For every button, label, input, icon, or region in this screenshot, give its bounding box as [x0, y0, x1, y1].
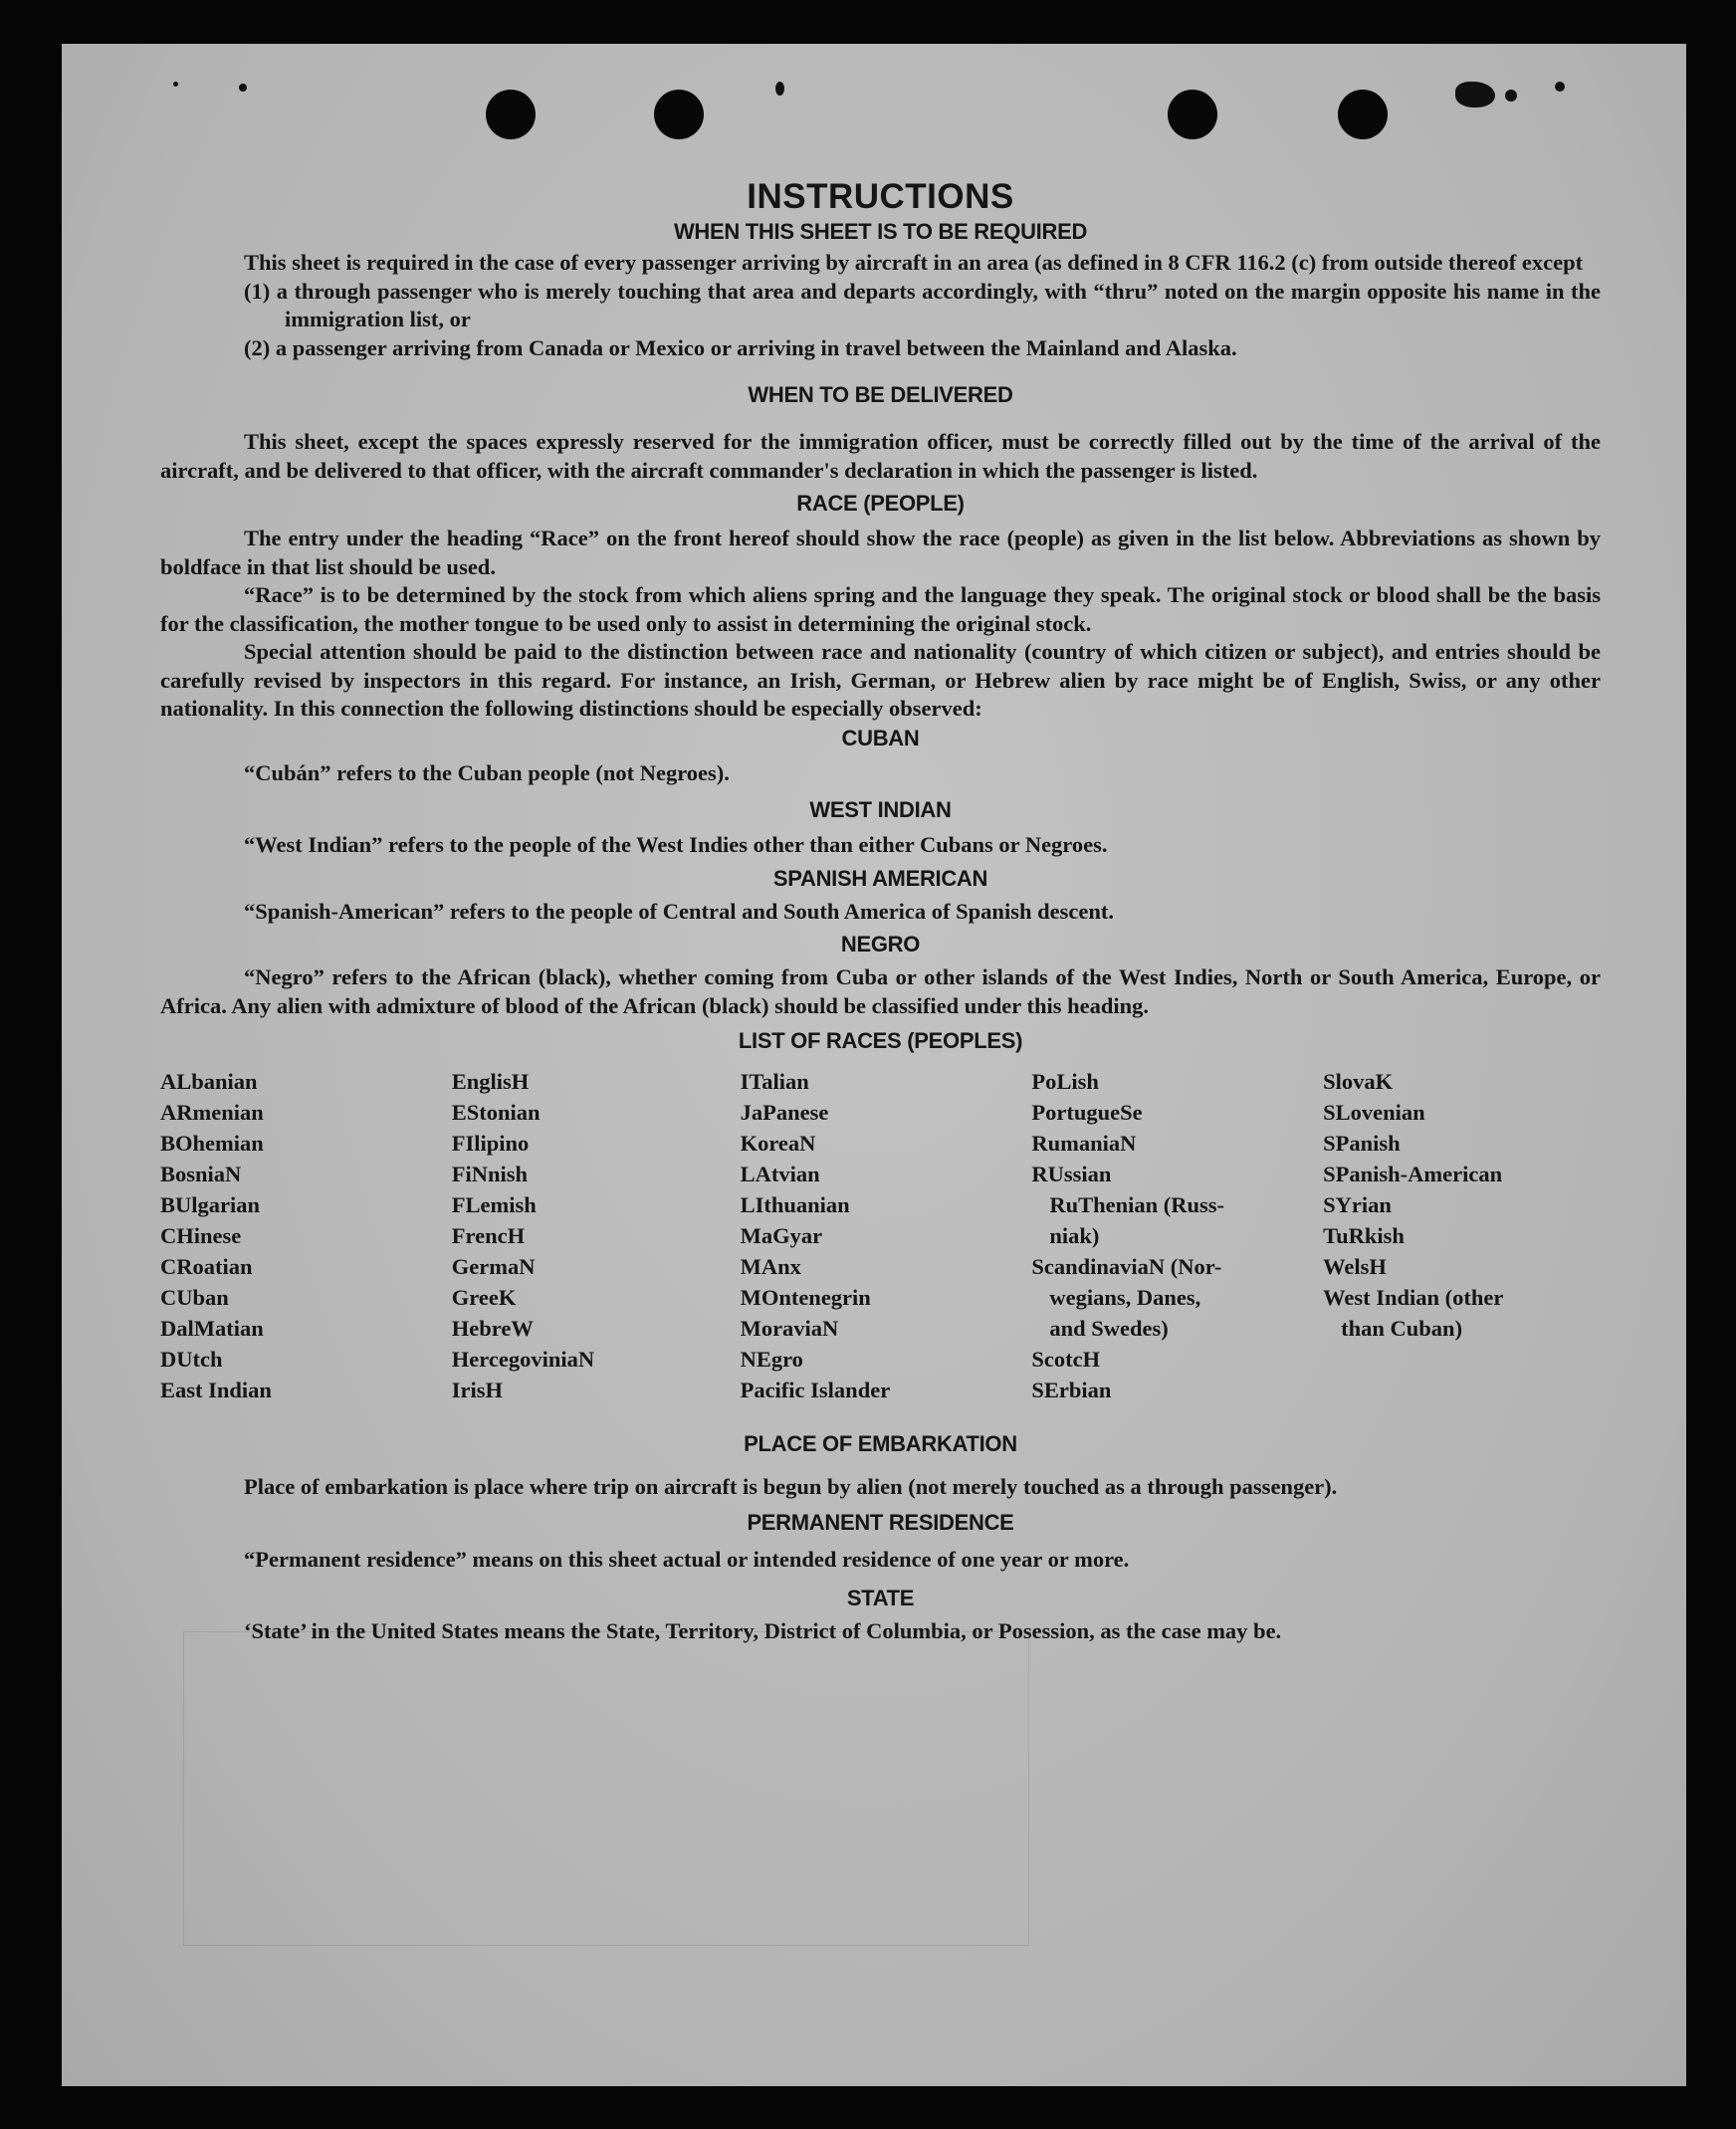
race-paragraph-1: The entry under the heading “Race” on the front hereof should show the race (people) as given in the list below. Abbreviations as shown by boldface in that list should be used. — [160, 526, 1601, 579]
race-entry-continued: than Cuban) — [1341, 1316, 1463, 1341]
race-entry: ARmenian — [160, 1100, 264, 1125]
punch-hole — [486, 90, 536, 139]
required-item-1: (1) a through passenger who is merely touching that area and departs accordingly, with “thru” noted on the margin opposite his name in the immigration list, or — [244, 278, 1601, 331]
race-entry: BosniaN — [160, 1162, 242, 1186]
heading-place-of-embarkation: PLACE OF EMBARKATION — [744, 1431, 1017, 1456]
embarkation-text: Place of embarkation is place where trip on aircraft is begun by alien (not merely touched as a through passenger). — [244, 1474, 1338, 1499]
heading-cuban: CUBAN — [841, 725, 920, 750]
race-entry: LAtvian — [740, 1162, 820, 1186]
race-entry: KoreaN — [740, 1131, 816, 1156]
race-entry: FIlipino — [451, 1131, 530, 1156]
ink-speck — [1455, 82, 1495, 107]
race-paragraph-3: Special attention should be paid to the distinction between race and nationality (country of which citizen or subject), and entries should be carefully revised by inspectors in this regard. For instance, an Irish, German, or Hebrew alien by race might be of English, Swiss, or any other nationality. In this connection the following distinctions should be especially observed: — [160, 639, 1601, 721]
race-paragraph-2: “Race” is to be determined by the stock from which aliens spring and the language they speak. The original stock or blood shall be the basis for the classification, the mother tongue to be used only to assist in determining the original stock. — [160, 582, 1601, 636]
page-title: INSTRUCTIONS — [747, 177, 1014, 216]
race-entry: CRoatian — [160, 1254, 253, 1279]
race-entry: SPanish-American — [1323, 1162, 1503, 1186]
race-entry: SlovaK — [1323, 1069, 1394, 1094]
heading-list-of-races: LIST OF RACES (PEOPLES) — [738, 1028, 1023, 1053]
races-column — [1323, 1066, 1601, 1405]
race-entry: SYrian — [1323, 1192, 1392, 1217]
race-entry: FiNnish — [451, 1162, 529, 1186]
race-entry: FLemish — [451, 1192, 537, 1217]
race-entry: PoLish — [1031, 1069, 1099, 1094]
race-entry-continued: and Swedes) — [1049, 1316, 1169, 1341]
race-entry: HebreW — [451, 1316, 534, 1341]
heading-when-required: WHEN THIS SHEET IS TO BE REQUIRED — [673, 219, 1088, 244]
race-entry: CHinese — [160, 1223, 242, 1248]
race-entry: MaGyar — [740, 1223, 823, 1248]
race-entry: CUban — [160, 1285, 229, 1310]
ink-speck — [173, 82, 178, 87]
required-item-2: (2) a passenger arriving from Canada or Mexico or arriving in travel between the Mainland and Alaska. — [244, 334, 1237, 360]
race-entry: SPanish — [1323, 1131, 1401, 1156]
document-page — [62, 44, 1686, 2086]
heading-permanent-residence: PERMANENT RESIDENCE — [747, 1509, 1014, 1535]
spanish-american-text: “Spanish-American” refers to the people of Central and South America of Spanish descent. — [244, 898, 1114, 924]
cuban-text: “Cubán” refers to the Cuban people (not Negroes). — [244, 759, 730, 785]
delivered-text: This sheet, except the spaces expressly reserved for the immigration officer, must be correctly filled out by the time of the arrival of the aircraft, and be delivered to that officer, with the aircraft commander's declaration in which the passenger is listed. — [160, 429, 1601, 483]
race-entry: GreeK — [451, 1285, 517, 1310]
punch-hole — [654, 90, 704, 139]
race-entry: SErbian — [1031, 1378, 1112, 1402]
race-entry: DUtch — [160, 1347, 223, 1372]
negro-text: “Negro” refers to the African (black), whether coming from Cuba or other islands of the West Indies, North or South America, Europe, or Africa. Any alien with admixture of blood of the African (black) should be classified under this heading. — [160, 964, 1601, 1018]
required-intro-text: This sheet is required in the case of every passenger arriving by aircraft in an area (as defined in 8 CFR 116.2 (c) from outside thereof — [244, 250, 1517, 275]
race-entry: ScotcH — [1031, 1347, 1101, 1372]
races-column — [741, 1066, 1032, 1405]
races-column — [1031, 1066, 1323, 1405]
races-column — [160, 1066, 452, 1405]
race-entry-continued: wegians, Danes, — [1049, 1285, 1201, 1310]
heading-west-indian: WEST INDIAN — [809, 797, 952, 822]
residence-text: “Permanent residence” means on this sheet actual or intended residence of one year or more. — [244, 1546, 1130, 1572]
race-entry: DalMatian — [160, 1316, 264, 1341]
punch-hole — [1168, 90, 1217, 139]
race-entry: ALbanian — [160, 1069, 258, 1094]
race-entry: SLovenian — [1323, 1100, 1425, 1125]
state-text: ‘State’ in the United States means the State, Territory, District of Columbia, or Posession, as the case may be. — [244, 1618, 1282, 1643]
race-entry: BOhemian — [160, 1131, 264, 1156]
race-entry: MOntenegrin — [740, 1285, 871, 1310]
ink-speck — [775, 82, 784, 96]
required-intro — [160, 249, 1601, 278]
ink-speck — [1505, 90, 1517, 102]
heading-when-delivered: WHEN TO BE DELIVERED — [748, 382, 1013, 407]
heading-spanish-american: SPANISH AMERICAN — [772, 865, 988, 891]
race-entry: WelsH — [1323, 1254, 1387, 1279]
race-entry: ScandinaviaN (Nor- — [1031, 1254, 1222, 1279]
faint-form-box — [183, 1631, 1029, 1946]
race-entry: West Indian (other — [1323, 1285, 1504, 1310]
heading-state: STATE — [846, 1586, 915, 1610]
races-column — [452, 1066, 741, 1405]
race-entry: IrisH — [451, 1378, 504, 1402]
heading-race: RACE (PEOPLE) — [796, 491, 965, 516]
race-entry: LIthuanian — [740, 1192, 850, 1217]
west-indian-text: “West Indian” refers to the people of the West Indies other than either Cubans or Negroes. — [244, 832, 1108, 857]
race-entry: PortugueSe — [1031, 1100, 1143, 1125]
race-entry: MAnx — [740, 1254, 801, 1279]
race-entry: Pacific Islander — [740, 1378, 891, 1402]
ink-speck — [1555, 82, 1565, 92]
race-entry-continued: niak) — [1049, 1223, 1100, 1248]
race-entry: RUssian — [1031, 1162, 1112, 1186]
heading-negro: NEGRO — [840, 932, 921, 957]
races-list — [160, 1066, 1601, 1405]
race-entry: EStonian — [451, 1100, 541, 1125]
race-entry: HercegoviniaN — [451, 1347, 595, 1372]
race-entry-continued: RuThenian (Russ- — [1049, 1192, 1225, 1217]
race-entry: ITalian — [740, 1069, 809, 1094]
race-entry: RumaniaN — [1031, 1131, 1137, 1156]
race-entry: MoraviaN — [740, 1316, 839, 1341]
race-entry: BUlgarian — [160, 1192, 261, 1217]
punch-hole — [1338, 90, 1388, 139]
ink-speck — [239, 84, 247, 92]
race-entry: NEgro — [740, 1347, 803, 1372]
instructions-content — [160, 177, 1601, 1646]
race-entry: GermaN — [451, 1254, 536, 1279]
required-except: except — [1521, 250, 1584, 275]
race-entry: JaPanese — [740, 1100, 829, 1125]
race-entry: TuRkish — [1323, 1223, 1405, 1248]
race-entry: East Indian — [160, 1378, 272, 1402]
race-entry: EnglisH — [451, 1069, 530, 1094]
race-entry: FrencH — [451, 1223, 526, 1248]
